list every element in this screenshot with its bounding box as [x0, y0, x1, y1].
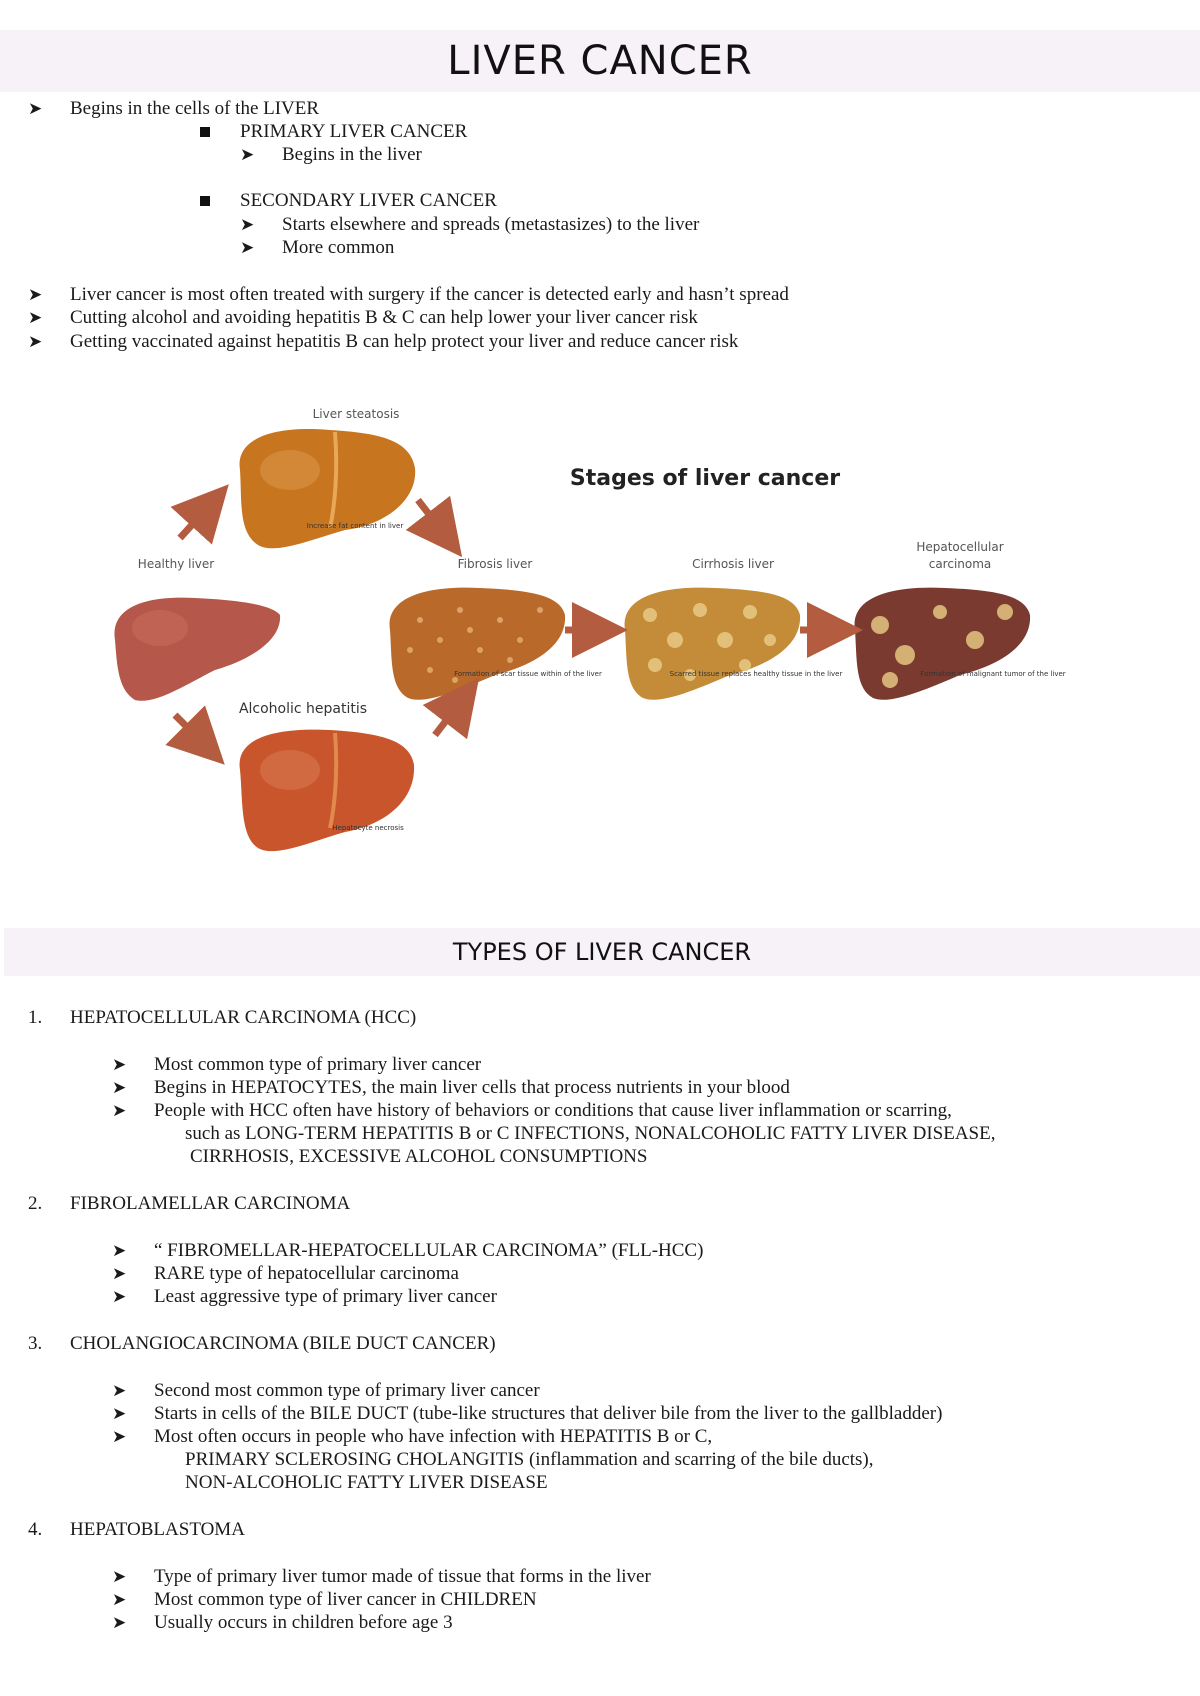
arrow-bullet-icon: ➤	[112, 1613, 127, 1633]
steatosis-note: Increase fat content in liver	[306, 522, 404, 530]
arrow-bullet-icon: ➤	[28, 308, 43, 328]
type-3-bullet-1: Second most common type of primary liver cancer	[154, 1380, 540, 1401]
hcc-note: Formation of malignant tumor of the liver	[920, 670, 1066, 678]
type-2-number: 2.	[28, 1193, 43, 1214]
type-4-bullet-3: Usually occurs in children before age 3	[154, 1612, 453, 1633]
fibrosis-note: Formation of scar tissue within of the liver	[454, 670, 602, 678]
healthy-liver-illustration	[114, 598, 280, 701]
type-2-bullet-2: RARE type of hepatocellular carcinoma	[154, 1263, 459, 1284]
type-3-bullet-3c: NON-ALCOHOLIC FATTY LIVER DISEASE	[185, 1472, 548, 1493]
figure-title: Stages of liver cancer	[569, 466, 841, 491]
type-2-title: FIBROLAMELLAR CARCINOMA	[70, 1193, 351, 1214]
type-1-bullet-3c: CIRRHOSIS, EXCESSIVE ALCOHOL CONSUMPTIONS	[190, 1146, 648, 1167]
arrow-bullet-icon: ➤	[112, 1427, 127, 1447]
type-3-bullet-2: Starts in cells of the BILE DUCT (tube-like structures that deliver bile from the liver to the gallbladder)	[154, 1403, 943, 1424]
arrow-bullet-icon: ➤	[240, 145, 255, 165]
alcoholic-hepatitis-illustration	[240, 730, 415, 852]
types-band	[4, 928, 1200, 976]
cirrhosis-note: Scarred tissue replaces healthy tissue in the liver	[669, 670, 843, 678]
arrow-bullet-icon: ➤	[28, 332, 43, 352]
secondary-liver-cancer: SECONDARY LIVER CANCER	[240, 190, 497, 211]
arrow-bullet-icon: ➤	[112, 1567, 127, 1587]
label-healthy-liver: Healthy liver	[137, 557, 215, 571]
arrow-bullet-icon: ➤	[112, 1241, 127, 1261]
types-heading: TYPES OF LIVER CANCER	[452, 938, 752, 966]
type-2-bullet-1: “ FIBROMELLAR-HEPATOCELLULAR CARCINOMA” (FLL-HCC)	[154, 1240, 704, 1261]
hcc-liver-illustration	[855, 588, 1031, 700]
type-3-number: 3.	[28, 1333, 43, 1354]
label-cirrhosis-liver: Cirrhosis liver	[692, 557, 774, 571]
type-1-bullet-1: Most common type of primary liver cancer	[154, 1054, 482, 1075]
label-fibrosis-liver: Fibrosis liver	[457, 557, 533, 571]
arrow-bullet-icon: ➤	[112, 1404, 127, 1424]
secondary-sub-2: More common	[282, 237, 395, 258]
primary-sub: Begins in the liver	[282, 144, 422, 165]
arrow-healthy-to-alcoholic	[175, 715, 205, 745]
arrow-bullet-icon: ➤	[112, 1101, 127, 1121]
fibrosis-liver-illustration	[390, 588, 566, 700]
secondary-sub-1: Starts elsewhere and spreads (metastasizes) to the liver	[282, 214, 700, 235]
primary-liver-cancer: PRIMARY LIVER CANCER	[240, 121, 468, 142]
type-4-bullet-2: Most common type of liver cancer in CHILDREN	[154, 1589, 537, 1610]
arrow-healthy-to-steatosis	[180, 505, 210, 538]
label-hcc-line2: carcinoma	[928, 557, 992, 571]
arrow-bullet-icon: ➤	[112, 1287, 127, 1307]
intro-begins: Begins in the cells of the LIVER	[70, 98, 320, 119]
type-4-bullet-1: Type of primary liver tumor made of tissue that forms in the liver	[154, 1566, 651, 1587]
type-1-bullet-2: Begins in HEPATOCYTES, the main liver cells that process nutrients in your blood	[154, 1077, 790, 1098]
fact-alcohol: Cutting alcohol and avoiding hepatitis B & C can help lower your liver cancer risk	[70, 307, 698, 328]
type-1-title: HEPATOCELLULAR CARCINOMA (HCC)	[70, 1007, 417, 1028]
arrow-bullet-icon: ➤	[112, 1590, 127, 1610]
type-1-number: 1.	[28, 1007, 43, 1028]
type-1-bullet-3b: such as LONG-TERM HEPATITIS B or C INFECTIONS, NONALCOHOLIC FATTY LIVER DISEASE,	[185, 1123, 996, 1144]
arrow-bullet-icon: ➤	[240, 215, 255, 235]
arrow-bullet-icon: ➤	[112, 1381, 127, 1401]
cirrhosis-liver-illustration	[625, 588, 801, 700]
label-hcc-line1: Hepatocellular	[916, 540, 1004, 554]
arrow-alcoholic-to-fibrosis	[435, 700, 462, 735]
type-1-bullet-3a: People with HCC often have history of behaviors or conditions that cause liver inflammation or scarring,	[154, 1100, 952, 1121]
label-liver-steatosis: Liver steatosis	[312, 407, 400, 421]
arrow-bullet-icon: ➤	[112, 1264, 127, 1284]
type-3-bullet-3a: Most often occurs in people who have infection with HEPATITIS B or C,	[154, 1426, 713, 1447]
alcoholic-note: Hepatocyte necrosis	[332, 824, 404, 832]
arrow-bullet-icon: ➤	[28, 285, 43, 305]
fact-vaccine: Getting vaccinated against hepatitis B can help protect your liver and reduce cancer risk	[70, 331, 739, 352]
type-3-bullet-3b: PRIMARY SCLEROSING CHOLANGITIS (inflammation and scarring of the bile ducts),	[185, 1449, 874, 1470]
type-4-title: HEPATOBLASTOMA	[70, 1519, 245, 1540]
arrow-bullet-icon: ➤	[28, 99, 43, 119]
arrow-bullet-icon: ➤	[240, 238, 255, 258]
liver-steatosis-illustration	[240, 429, 416, 548]
arrow-steatosis-to-fibrosis	[418, 500, 445, 535]
page-title: LIVER CANCER	[447, 38, 753, 84]
fact-surgery: Liver cancer is most often treated with surgery if the cancer is detected early and hasn’t spread	[70, 284, 789, 305]
type-2-bullet-3: Least aggressive type of primary liver cancer	[154, 1286, 497, 1307]
label-alcoholic-hepatitis: Alcoholic hepatitis	[238, 701, 368, 717]
type-3-title: CHOLANGIOCARCINOMA (BILE DUCT CANCER)	[70, 1333, 496, 1354]
type-4-number: 4.	[28, 1519, 43, 1540]
arrow-bullet-icon: ➤	[112, 1055, 127, 1075]
arrow-bullet-icon: ➤	[112, 1078, 127, 1098]
